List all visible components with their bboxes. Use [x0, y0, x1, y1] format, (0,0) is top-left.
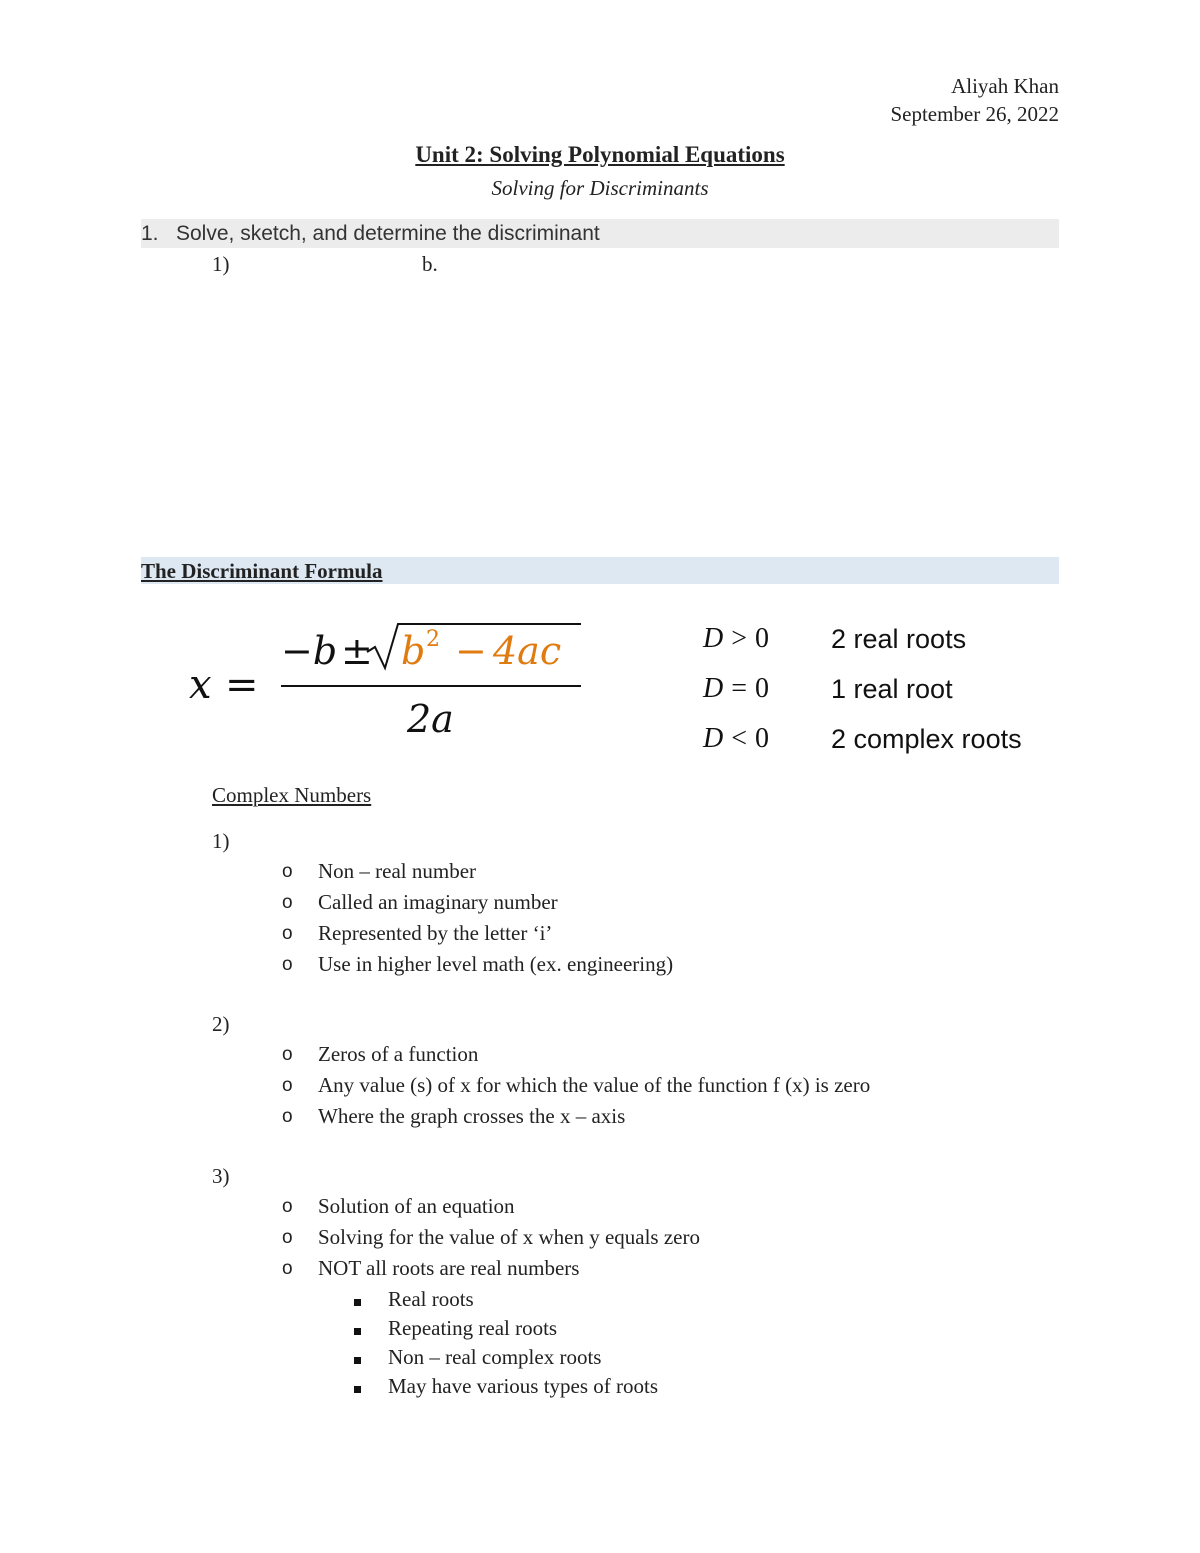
list-item: o Solution of an equation — [282, 1194, 515, 1218]
sub-bullet-list — [352, 1285, 658, 1401]
list-item: o Use in higher level math (ex. engineering) — [282, 952, 674, 976]
question-part-a: 1) — [212, 252, 230, 276]
question-1 — [141, 222, 600, 246]
question-text: Solve, sketch, and determine the discriminant — [176, 222, 600, 245]
formula-minus: − — [455, 629, 487, 673]
document-date: September 26, 2022 — [890, 102, 1059, 126]
sub-list-item: May have various types of roots — [352, 1372, 658, 1401]
list-item: o Where the graph crosses the x – axis — [282, 1104, 626, 1128]
author-block — [890, 72, 1059, 128]
group-label: 2) — [212, 1012, 230, 1036]
discriminant-table — [703, 614, 1022, 764]
group-label: 1) — [212, 829, 230, 853]
discriminant-condition: D > 0 — [703, 623, 770, 654]
section-heading: The Discriminant Formula — [141, 559, 383, 583]
discriminant-condition: D < 0 — [703, 723, 770, 754]
discriminant-row — [703, 664, 1022, 714]
formula-b: b — [401, 629, 426, 673]
discriminant-row — [703, 714, 1022, 764]
discriminant-row — [703, 614, 1022, 664]
formula-denominator: 2a — [407, 697, 454, 741]
bullet-marker: o — [282, 1043, 293, 1065]
bullet-marker: o — [282, 1105, 293, 1127]
list-item: o Called an imaginary number — [282, 890, 558, 914]
sub-list-item: Real roots — [352, 1285, 658, 1314]
discriminant-condition: D = 0 — [703, 673, 770, 704]
bullet-marker: o — [282, 953, 293, 975]
bullet-marker: o — [282, 1195, 293, 1217]
bullet-marker: o — [282, 1226, 293, 1248]
bullet-list — [282, 1039, 870, 1132]
bullet-list — [282, 856, 673, 980]
quadratic-formula — [185, 612, 595, 747]
discriminant-result: 1 real root — [831, 673, 953, 704]
bullet-marker: o — [282, 860, 293, 882]
question-number: 1. — [141, 222, 159, 245]
bullet-marker: o — [282, 1257, 293, 1279]
square-bullet-icon — [352, 1287, 388, 1312]
list-item: o NOT all roots are real numbers — [282, 1256, 580, 1280]
list-item: o Solving for the value of x when y equals zero — [282, 1225, 700, 1249]
formula-minus-b: −b — [281, 629, 338, 673]
list-item: o Non – real number — [282, 859, 477, 883]
formula-4ac: 4ac — [493, 629, 562, 673]
author-name: Aliyah Khan — [951, 74, 1059, 98]
formula-equals: = — [225, 662, 259, 708]
document-subtitle: Solving for Discriminants — [491, 176, 709, 200]
list-item: o Represented by the letter ‘i’ — [282, 921, 553, 945]
group-label: 3) — [212, 1164, 230, 1188]
formula-x: x — [189, 662, 212, 708]
discriminant-result: 2 complex roots — [831, 723, 1022, 754]
discriminant-result: 2 real roots — [831, 623, 967, 654]
formula-plus-minus: ± — [341, 629, 373, 673]
sub-list-item: Repeating real roots — [352, 1314, 658, 1343]
list-item: o Any value (s) of x for which the value of the function f (x) is zero — [282, 1073, 871, 1097]
bullet-marker: o — [282, 1074, 293, 1096]
bullet-list — [282, 1191, 700, 1284]
formula-exponent: 2 — [426, 627, 440, 652]
complex-numbers-heading: Complex Numbers — [212, 783, 372, 807]
bullet-marker: o — [282, 891, 293, 913]
sub-list-item: Non – real complex roots — [352, 1343, 658, 1372]
bullet-marker: o — [282, 922, 293, 944]
question-part-b: b. — [422, 252, 438, 276]
square-bullet-icon — [352, 1345, 388, 1370]
list-item: o Zeros of a function — [282, 1042, 479, 1066]
square-bullet-icon — [352, 1316, 388, 1341]
square-bullet-icon — [352, 1374, 388, 1399]
document-title: Unit 2: Solving Polynomial Equations — [415, 142, 785, 167]
